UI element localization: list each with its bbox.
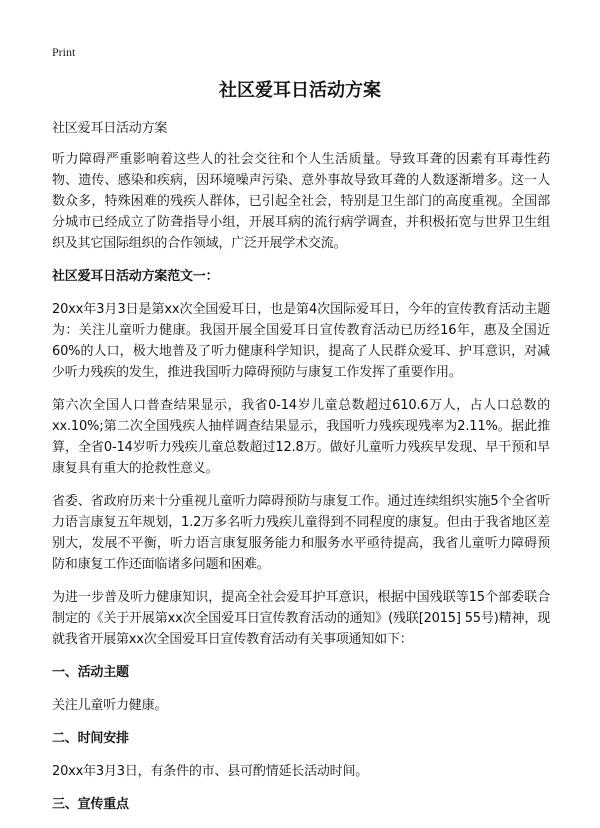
print-link[interactable]: Print [52, 45, 76, 59]
schedule-text: 20xx年3月3日，有条件的市、县可酌情延长活动时间。 [52, 764, 369, 779]
paragraph-1: 20xx年3月3日是第xx次全国爱耳日，也是第4次国际爱耳日，今年的宣传教育活动主题为：关注儿童听力健康。我国开展全国爱耳日宣传教育活动已历经16年，惠及全国近60%的人口，极大地普及了听力健康科学知识，提高了人民群众爱耳、护耳意识，对减少听力残疾的发生，推进我国听力障碍预防与康复工作发挥了重要作用。 [52, 302, 550, 380]
section-heading-sample-one: 社区爱耳日活动方案范文一： [52, 269, 219, 284]
document-content [52, 118, 550, 827]
heading-publicity-focus: 三、宣传重点 [52, 797, 129, 812]
intro-paragraph: 听力障碍严重影响着这些人的社会交往和个人生活质量。导致耳聋的因素有耳毒性药物、遗传、感染和疾病，因环境噪声污染、意外事故导致耳聋的人数逐渐增多。这一人数众多，特殊困难的残疾人群体，已引起全社会，特别是卫生部门的高度重视。全国部分城市已经成立了防聋指导小组，开展耳病的流行病学调查，并积极拓宽与世界卫生组织及其它国际组织的合作领域，广泛开展学术交流。 [52, 152, 550, 251]
activity-theme-text: 关注儿童听力健康。 [52, 698, 168, 713]
heading-activity-theme: 一、活动主题 [52, 665, 129, 680]
paragraph-2: 第六次全国人口普查结果显示，我省0-14岁儿童总数超过610.6万人，占人口总数的xx.10%;第二次全国残疾人抽样调查结果显示，我国听力残疾现残率为2.11%。据此推算，全省0-14岁听力残疾儿童总数超过12.8万。做好儿童听力残疾早发现、早干预和早康复具有重大的抢救性意义。 [52, 398, 550, 476]
document-subtitle: 社区爱耳日活动方案 [52, 121, 168, 136]
paragraph-4: 为进一步普及听力健康知识，提高全社会爱耳护耳意识，根据中国残联等15个部委联合制定的《关于开展第xx次全国爱耳日宣传教育活动的通知》(残联[2015] 55号)精神，现就我省开展第xx次全国爱耳日宣传教育活动有关事项通知如下： [52, 590, 550, 647]
heading-schedule: 二、时间安排 [52, 731, 129, 746]
paragraph-3: 省委、省政府历来十分重视儿童听力障碍预防与康复工作。通过连续组织实施5个全省听力语言康复五年规划，1.2万多名听力残疾儿童得到不同程度的康复。但由于我省地区差别大，发展不平衡，听力语言康复服务能力和服务水平亟待提高，我省儿童听力障碍预防和康复工作还面临诸多问题和困难。 [52, 494, 550, 572]
page-title: 社区爱耳日活动方案 [219, 80, 381, 101]
